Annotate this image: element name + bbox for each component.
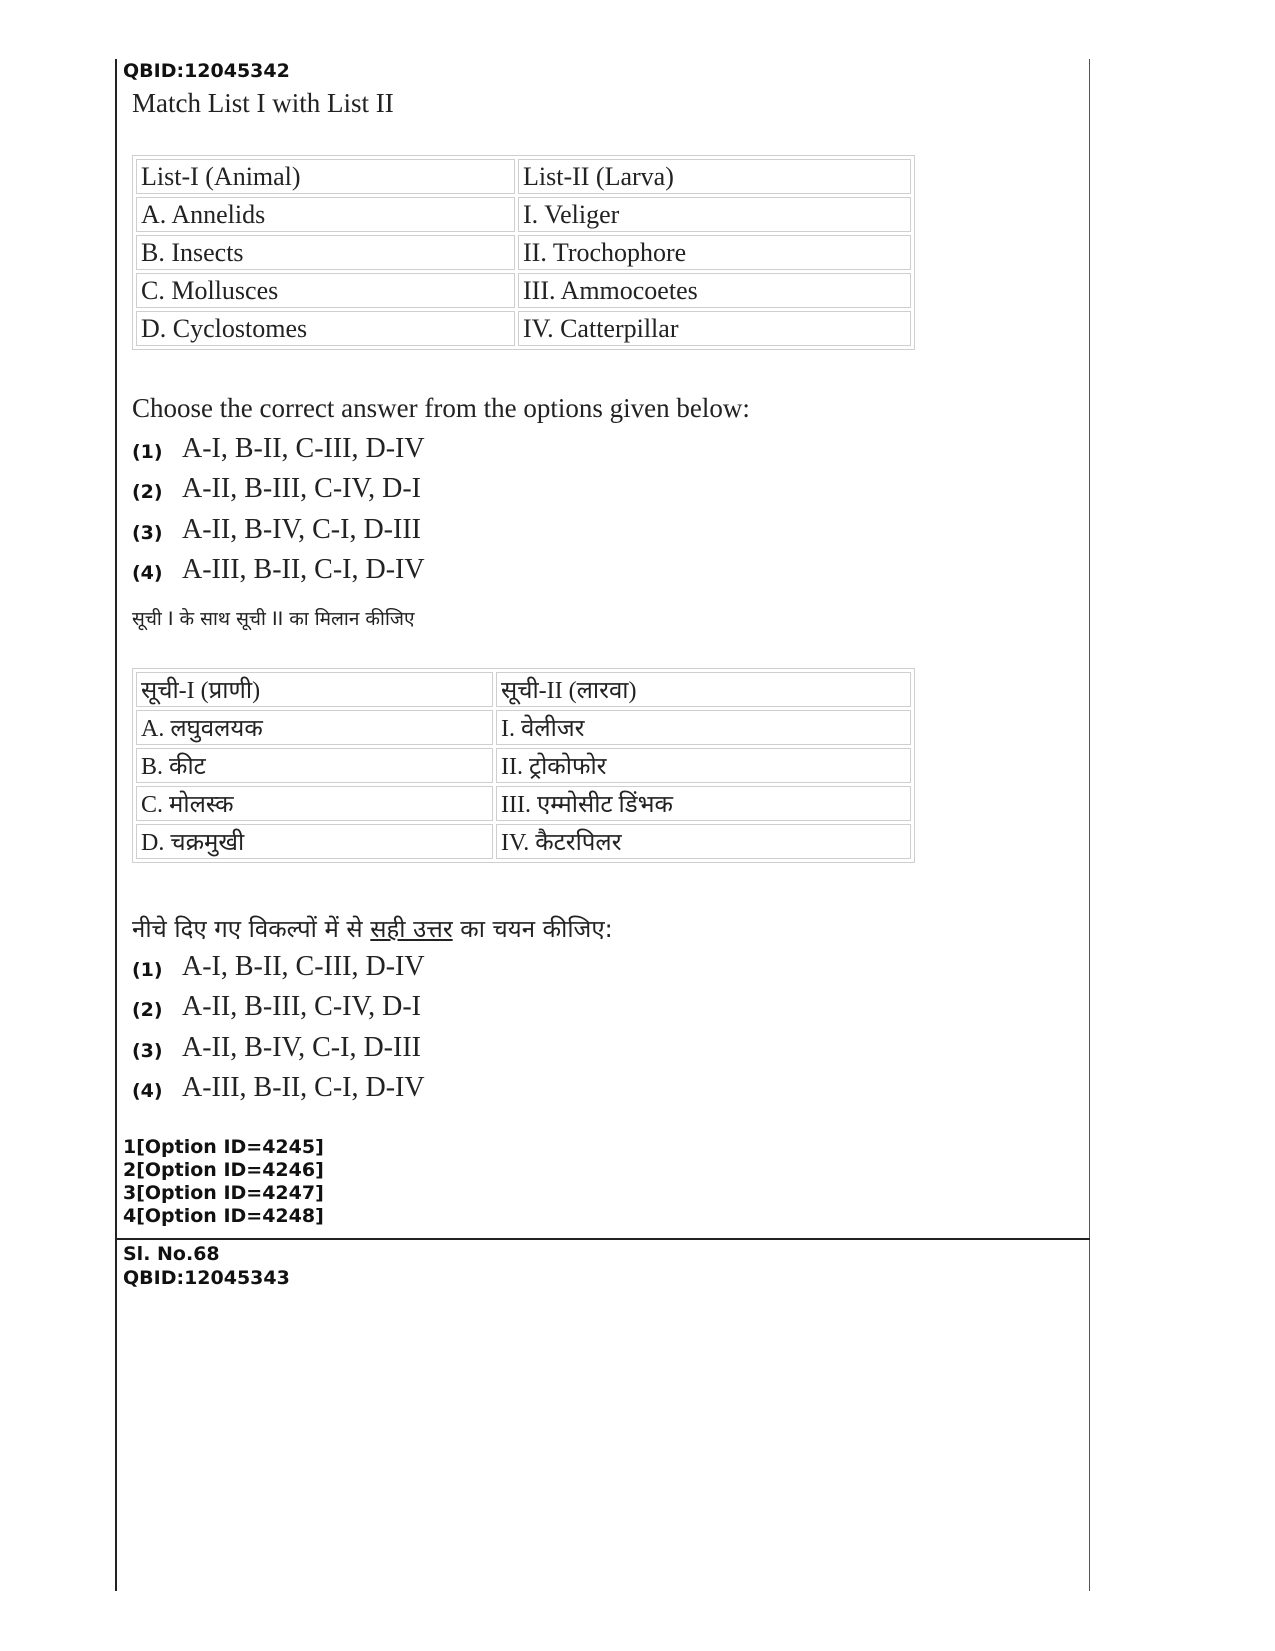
option-id-2: 2[Option ID=4246] xyxy=(123,1159,324,1181)
table-cell: B. Insects xyxy=(136,235,515,270)
table-header-row xyxy=(136,159,911,194)
table-row xyxy=(136,235,911,270)
table-cell: IV. कैटरपिलर xyxy=(496,824,911,859)
next-serial-number: Sl. No.68 xyxy=(123,1243,220,1265)
option-id-4: 4[Option ID=4248] xyxy=(123,1205,324,1227)
table-cell: III. Ammocoetes xyxy=(518,273,911,308)
option-number: (1) xyxy=(132,959,163,981)
choose-hi-underlined: सही उत्तर xyxy=(370,915,453,943)
table-cell: A. लघुवलयक xyxy=(136,710,493,745)
match-table-hi xyxy=(132,668,915,863)
table-header-cell: सूची-I (प्राणी) xyxy=(136,672,493,707)
table-cell: C. मोलस्क xyxy=(136,786,493,821)
option-id-3: 3[Option ID=4247] xyxy=(123,1182,324,1204)
question-heading-hi: सूची I के साथ सूची II का मिलान कीजिए xyxy=(132,608,415,630)
option-text: A-I, B-II, C-III, D-IV xyxy=(182,433,425,464)
choose-hi-before: नीचे दिए गए विकल्पों में से xyxy=(132,915,371,943)
table-row xyxy=(136,786,911,821)
next-qbid-label: QBID:12045343 xyxy=(123,1267,290,1289)
option-number: (4) xyxy=(132,562,163,584)
option-number: (4) xyxy=(132,1080,163,1102)
option-text: A-III, B-II, C-I, D-IV xyxy=(182,1072,425,1103)
table-cell: II. Trochophore xyxy=(518,235,911,270)
option-number: (1) xyxy=(132,441,163,463)
option-text: A-II, B-IV, C-I, D-III xyxy=(182,514,421,545)
option-text: A-II, B-III, C-IV, D-I xyxy=(182,473,421,504)
table-cell: A. Annelids xyxy=(136,197,515,232)
option-text: A-II, B-IV, C-I, D-III xyxy=(182,1032,421,1063)
option-text: A-II, B-III, C-IV, D-I xyxy=(182,991,421,1022)
table-header-cell: List-II (Larva) xyxy=(518,159,911,194)
table-cell: I. वेलीजर xyxy=(496,710,911,745)
table-row xyxy=(136,197,911,232)
table-cell: D. Cyclostomes xyxy=(136,311,515,346)
choose-instruction-en: Choose the correct answer from the options given below: xyxy=(132,393,750,423)
table-row xyxy=(136,748,911,783)
table-cell: IV. Catterpillar xyxy=(518,311,911,346)
choose-instruction-hi xyxy=(132,912,613,945)
option-number: (2) xyxy=(132,481,163,503)
option-number: (3) xyxy=(132,522,163,544)
table-header-row xyxy=(136,672,911,707)
table-header-cell: List-I (Animal) xyxy=(136,159,515,194)
option-text: A-III, B-II, C-I, D-IV xyxy=(182,554,425,585)
table-cell: III. एम्मोसीट डिंभक xyxy=(496,786,911,821)
option-number: (2) xyxy=(132,999,163,1021)
qbid-label: QBID:12045342 xyxy=(123,60,290,82)
right-border xyxy=(1089,59,1090,1591)
question-divider xyxy=(115,1238,1090,1240)
table-cell: C. Mollusces xyxy=(136,273,515,308)
table-row xyxy=(136,311,911,346)
choose-hi-after: का चयन कीजिए: xyxy=(452,915,613,943)
table-header-cell: सूची-II (लारवा) xyxy=(496,672,911,707)
table-cell: I. Veliger xyxy=(518,197,911,232)
option-id-1: 1[Option ID=4245] xyxy=(123,1136,324,1158)
table-cell: D. चक्रमुखी xyxy=(136,824,493,859)
left-border xyxy=(115,59,117,1591)
table-cell: B. कीट xyxy=(136,748,493,783)
match-table-en xyxy=(132,155,915,350)
option-number: (3) xyxy=(132,1040,163,1062)
question-heading-en: Match List I with List II xyxy=(132,88,394,118)
option-text: A-I, B-II, C-III, D-IV xyxy=(182,951,425,982)
table-row xyxy=(136,710,911,745)
table-row xyxy=(136,824,911,859)
table-cell: II. ट्रोकोफोर xyxy=(496,748,911,783)
table-row xyxy=(136,273,911,308)
